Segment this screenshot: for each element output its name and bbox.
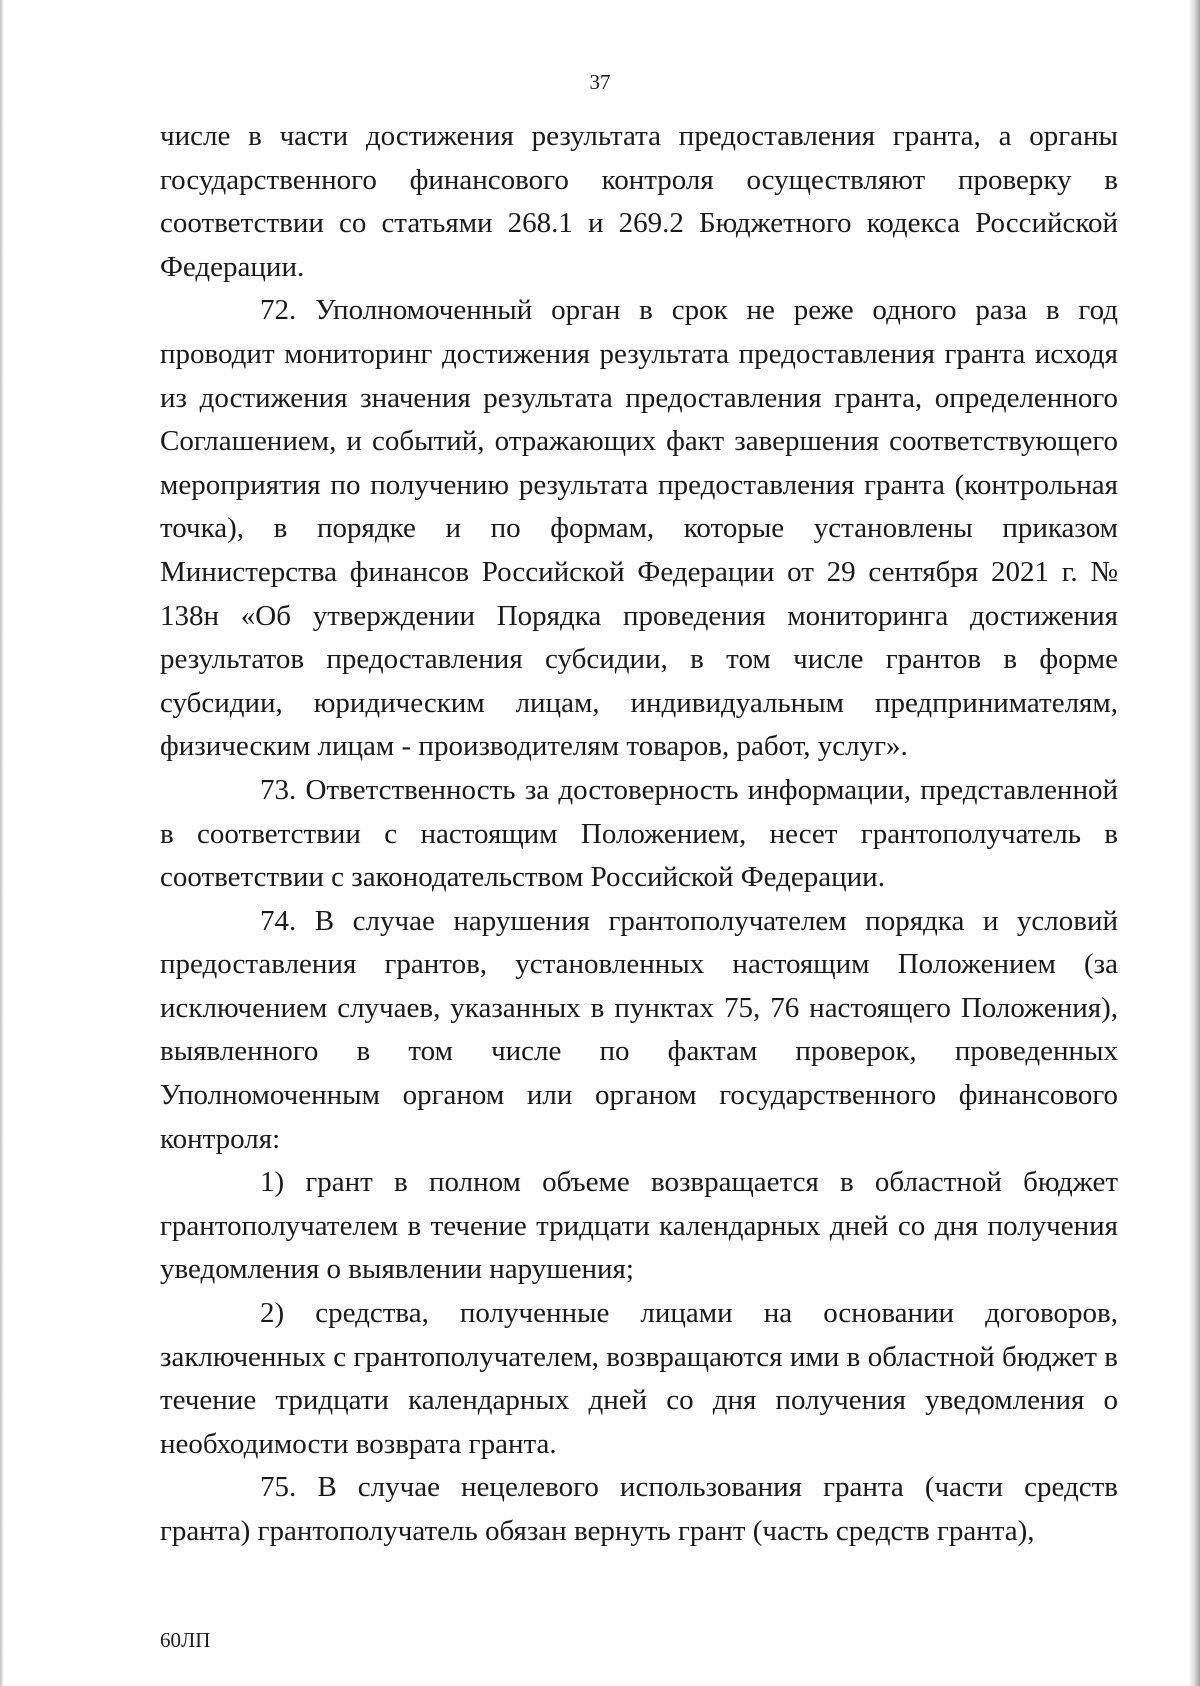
document-body	[160, 115, 1118, 1554]
page-number: 37	[589, 70, 611, 94]
paragraph-74: 74. В случае нарушения грантополучателем порядка и условий предоставления грантов, установленных настоящим Положением (за исключением случаев, указанных в пунктах 75, 76 настоящего Положения), выявленного в том числе по фактам проверок, проведенных Уполномоченным органом или органом государственного финансового контроля:	[160, 904, 1118, 1155]
paragraph-75: 75. В случае нецелевого использования гранта (части средств гранта) грантополучатель обязан вернуть грант (часть средств гранта),	[160, 1471, 1118, 1547]
document-code: 60ЛП	[160, 1628, 211, 1652]
scan-edge-left	[0, 0, 4, 1686]
paragraph-74-item-2: 2) средства, полученные лицами на основании договоров, заключенных с грантополучателем, возвращаются ими в областной бюджет в течение тридцати календарных дней со дня получения уведомления о необходимости возврата гранта.	[160, 1297, 1118, 1460]
scan-edge-right	[1189, 0, 1200, 1686]
paragraph-continuation: числе в части достижения результата предоставления гранта, а органы государственного финансового контроля осуществляют проверку в соответствии со статьями 268.1 и 269.2 Бюджетного кодекса Российской Федерации.	[160, 120, 1118, 283]
paragraph-73: 73. Ответственность за достоверность информации, представленной в соответствии с настоящим Положением, несет грантополучатель в соответствии с законодательством Российской Федерации.	[160, 773, 1118, 894]
paragraph-72: 72. Уполномоченный орган в срок не реже одного раза в год проводит мониторинг достижения результата предоставления гранта исходя из достижения значения результата предоставления гранта, определенного Соглашением, и событий, отражающих факт завершения соответствующего мероприятия по получению результата предоставления гранта (контрольная точка), в порядке и по формам, которые установлены приказом Министерства финансов Российской Федерации от 29 сентября 2021 г. № 138н «Об утверждении Порядка проведения мониторинга достижения результатов предоставления субсидии, в том числе грантов в форме субсидии, юридическим лицам, индивидуальным предпринимателям, физическим лицам - производителям товаров, работ, услуг».	[160, 294, 1118, 763]
paragraph-74-item-1: 1) грант в полном объеме возвращается в областной бюджет грантополучателем в течение тридцати календарных дней со дня получения уведомления о выявлении нарушения;	[160, 1166, 1118, 1286]
